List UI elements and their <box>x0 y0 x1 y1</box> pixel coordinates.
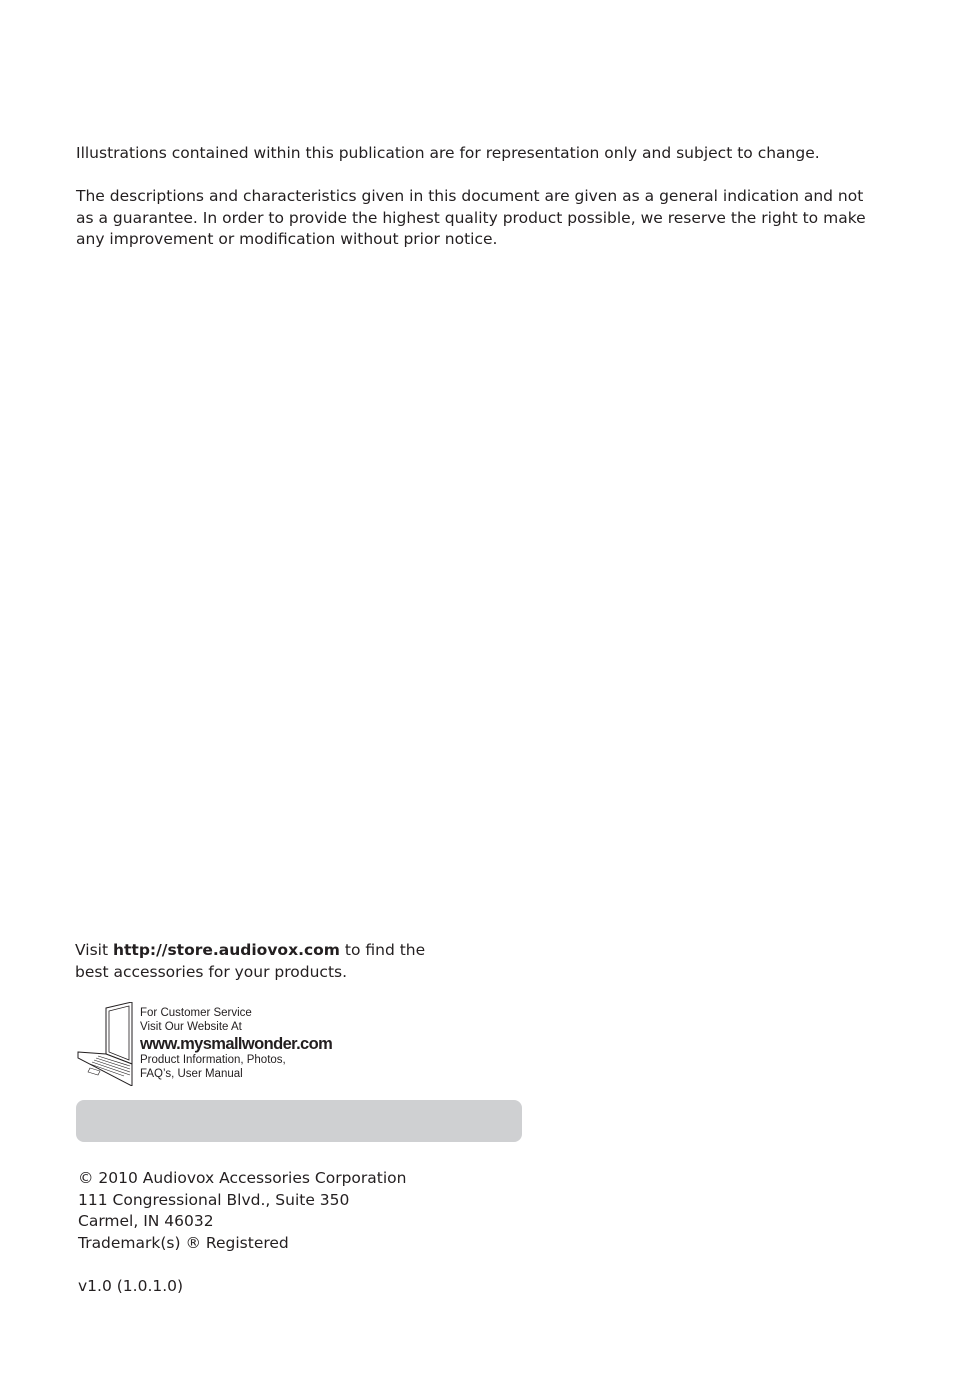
street-address: 111 Congressional Blvd., Suite 350 <box>78 1190 350 1209</box>
accessories-suffix: to find the best accessories for your products. <box>75 941 426 981</box>
city-address: Carmel, IN 46032 <box>78 1212 214 1230</box>
descriptions-disclaimer: The descriptions and characteristics given in this document are given as a general indication and not as a guarantee. In order to provide the highest quality product possible, we reserve the right to make any improvement or modification without prior notice. <box>76 187 866 248</box>
customer-service-line-1: For Customer Service <box>140 1007 252 1019</box>
company-address <box>78 1168 406 1254</box>
laptop-icon <box>76 1002 134 1086</box>
version-number: v1.0 (1.0.1.0) <box>78 1277 184 1295</box>
website-link[interactable]: www.mysmallwonder.com <box>140 1035 333 1053</box>
copyright: © 2010 Audiovox Accessories Corporation <box>78 1169 407 1187</box>
customer-service-block <box>76 1002 376 1086</box>
grey-banner <box>76 1100 522 1142</box>
customer-service-line-3: Product Information, Photos, <box>140 1054 286 1066</box>
customer-service-line-2: Visit Our Website At <box>140 1020 242 1033</box>
trademark-notice: Trademark(s) ® Registered <box>78 1233 289 1252</box>
customer-service-line-4: FAQ’s, User Manual <box>140 1067 243 1080</box>
customer-service-text <box>140 1007 332 1081</box>
accessories-notice <box>75 939 435 983</box>
accessories-prefix: Visit <box>75 941 113 959</box>
store-link[interactable]: http://store.audiovox.com <box>112 941 340 959</box>
illustrations-disclaimer: Illustrations contained within this publication are for representation only and subject to change. <box>76 144 820 162</box>
